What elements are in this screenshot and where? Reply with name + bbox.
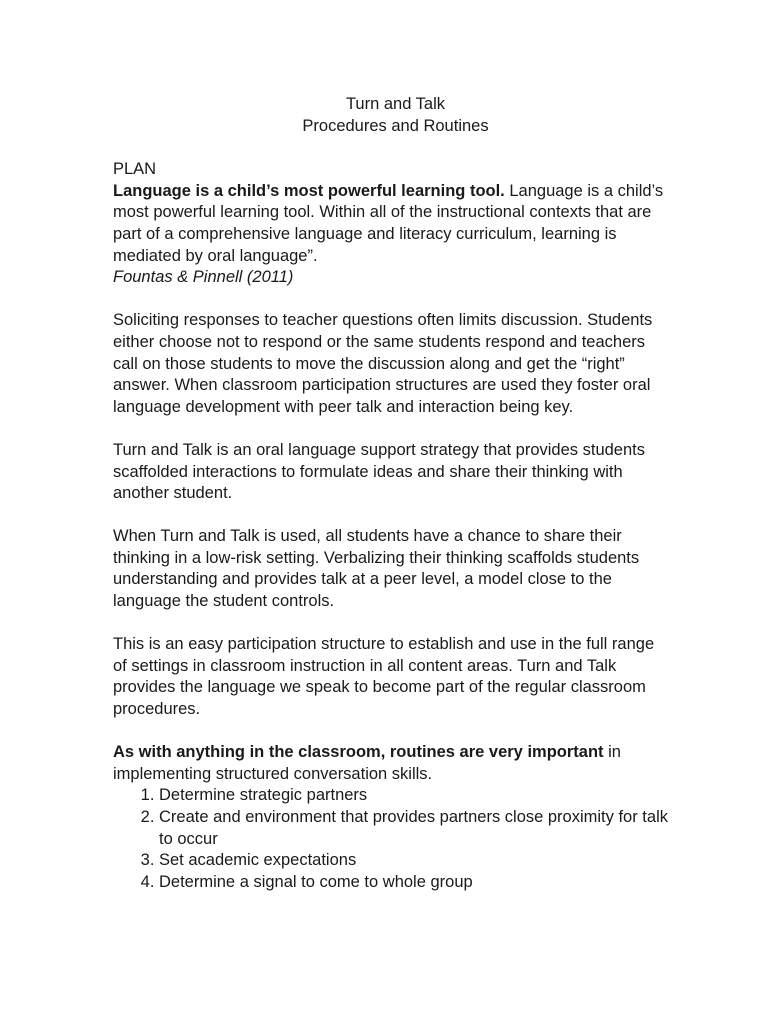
intro-paragraph [113, 181, 668, 267]
plan-heading: PLAN [113, 160, 157, 179]
title-line-2: Procedures and Routines [302, 116, 489, 135]
routines-paragraph [113, 742, 668, 785]
list-item: 2. Create and environment that provides partners close proximity for talk to occur [159, 807, 668, 850]
title-line-1: Turn and Talk [345, 95, 446, 113]
document-title [113, 94, 668, 137]
routines-bold-lead: As with anything in the classroom, routines are very important [113, 743, 604, 762]
list-item: 4. Determine a signal to come to whole group [159, 872, 668, 894]
paragraph-4: This is an easy participation structure to establish and use in the full range of settings in classroom instruction in all content areas. Turn and Talk provides the language we speak to become part of the regular classroom procedures. [113, 635, 655, 719]
list-item: 3. Set academic expectations [159, 850, 668, 872]
routines-list [113, 785, 668, 893]
paragraph-3: When Turn and Talk is used, all students have a chance to share their thinking in a low-risk setting. Verbalizing their thinking scaffolds students understanding and provides talk at a peer level, a model close to the language the student controls. [113, 527, 640, 611]
routines-text: in implementing structured conversation skills. [113, 743, 621, 783]
paragraph-2: Turn and Talk is an oral language support strategy that provides students scaffolded interactions to formulate ideas and share their thinking with another student. [113, 440, 645, 503]
list-item: 1. Determine strategic partners [159, 785, 668, 807]
intro-bold-lead: Language is a child’s most powerful learning tool. [113, 181, 505, 200]
intro-text: Language is a child’s most powerful learning tool. Within all of the instructional contexts that are part of a comprehensive language and literacy curriculum, learning is mediated by oral language”. [113, 181, 664, 265]
citation: Fountas & Pinnell (2011) [113, 268, 294, 287]
paragraph-1: Soliciting responses to teacher questions often limits discussion. Students either choose not to respond or the same students respond and teachers call on those students to move the discussion along and get the “right” answer. When classroom participation structures are used they foster oral language development with peer talk and interaction being key. [113, 311, 653, 416]
